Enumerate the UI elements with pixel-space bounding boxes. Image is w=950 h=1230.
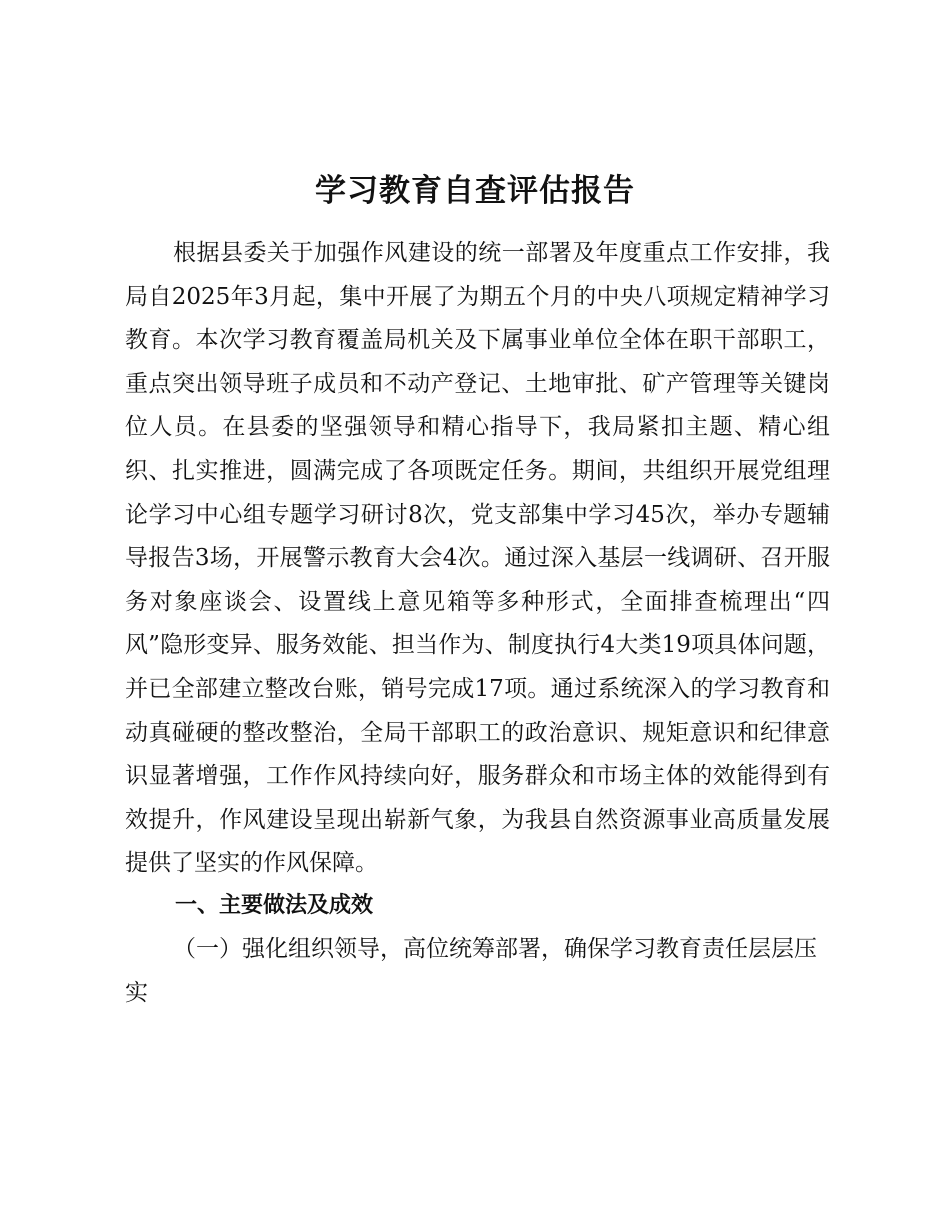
subsection-heading: （一）强化组织领导，高位统筹部署，确保学习教育责任层层压实 [125, 936, 817, 1006]
document-title: 学习教育自查评估报告 [315, 173, 635, 209]
intro-paragraph: 根据县委关于加强作风建设的统一部署及年度重点工作安排，我局自2025年3月起，集中开展了为期五个月的中央八项规定精神学习教育。本次学习教育覆盖局机关及下属事业单位全体在职干部职工，重点突出领导班子成员和不动产登记、土地审批、矿产管理等关键岗位人员。在县委的坚强领导和精心指导下，我局紧扣主题、精心组织、扎实推进，圆满完成了各项既定任务。期间，共组织开展党组理论学习中心组专题学习研讨8次，党支部集中学习45次，举办专题辅导报告3场，开展警示教育大会4次。通过深入基层一线调研、召开服务对象座谈会、设置线上意见箱等多种形式，全面排查梳理出“四风”隐形变异、服务效能、担当作为、制度执行4大类19项具体问题，并已全部建立整改台账，销号完成17项。通过系统深入的学习教育和动真碰硬的整改整治，全局干部职工的政治意识、规矩意识和纪律意识显著增强，工作作风持续向好，服务群众和市场主体的效能得到有效提升，作风建设呈现出崭新气象，为我县自然资源事业高质量发展提供了坚实的作风保障。 [125, 240, 830, 877]
section-heading: 一、主要做法及成效 [175, 893, 374, 918]
